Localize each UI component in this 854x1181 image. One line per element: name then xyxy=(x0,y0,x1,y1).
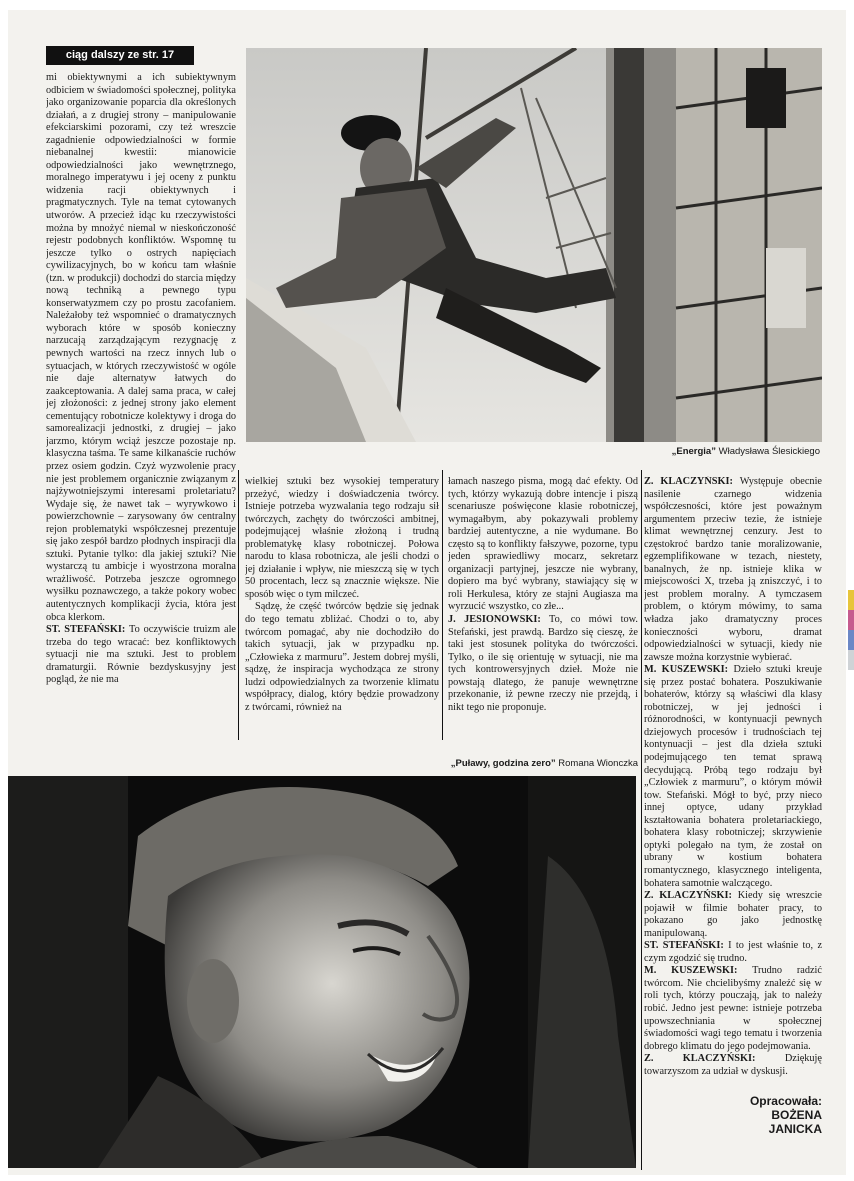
article-column-3 xyxy=(448,476,638,742)
paragraph xyxy=(46,624,236,687)
caption-pulawy xyxy=(380,758,638,769)
caption-energia xyxy=(560,446,820,457)
paragraph xyxy=(644,476,822,664)
paragraph-text: I to jest właśnie to, z czym zgodzić się trudno. xyxy=(644,940,822,964)
paragraph-text: To, co mówi tow. Stefański, jest prawdą. Bardzo się cieszę, że taki jest stosunek polityka do twórczości. Tylko, o ile się orientuję w sytuacji, nie ma tych kontrowersyjnych dzieł. Może nie powstają dlatego, że panuje wewnętrzne przekonanie, iż pewne rzeczy nie przejdą, i nikt tego nie proponuje. xyxy=(448,614,638,713)
caption-pulawy-author: Romana Wionczka xyxy=(558,758,638,769)
speaker-name: Z. KLACZYŃSKI: xyxy=(644,890,732,902)
speaker-name: ST. STEFAŃSKI: xyxy=(46,624,126,636)
speaker-name: ST. STEFAŃSKI: xyxy=(644,940,724,952)
signature-label: Opracowała: xyxy=(749,1094,822,1108)
paragraph-text: mi obiektywnymi a ich subiektywnym odbiciem w świadomości społecznej, polityka jako organizowanie poparcia dla określonych działań, a z drugiej strony – manipulowanie efekciarskimi pozorami, czy też wreszcie zagadnienie odpowiedzialności w formie niebanalnej kwestii: mianowicie odpowiedzialności jako wewnętrznego, moralnego imperatywu i jej oceny z punktu widzenia racji obiektywnych i pragmatycznych. Tyle na temat cytowanych utworów. A przecież idąc ku rzeczywistości można by mnożyć niemal w nieskończoność rejestr podobnych konfliktów. Wspomnę tu jeszcze tylko o ostrych napięciach cywilizacyjnych, bo w końcu tam właśnie (tzn. w produkcji) dochodzi do starcia między nową techniką a pewnego typu konserwatyzmem czy po prostu zacofaniem. Należałoby też wspomnieć o dramatycznych wyborach które w sposób konieczny narzucają zarządzającym rezygnację z pewnych wartości na rzecz innych lub o sytuacjach, w których rzeczywistość w ogóle nie daje alternatyw łatwych do zaakceptowania. A dalej sama praca, w całej jej złożoności: z jednej strony jako element cementujący robotnicze kolektywy i droga do samorealizacji jednostki, z drugiej – jako jarzmo, którym wciąż jeszcze pozostaje np. klasyczna taśma. Te same kilkanaście ruchów przez osiem godzin. Czyż wyzwolenie pracy nie jest problemem organicznie związanym z najżywotniejszymi interesami proletariatu? Wydaje się, że nawet tak – wyrywkowo i powierzchownie – zarysowany ów centralny rejon problematyki współczesnej prezentuje się jako zespół bardzo płodnych inspiracji dla sztuki. Pytanie tylko: dla jakiej sztuki? Nie wystarczą tu ambicje i wyostrzona moralna wrażliwość. Potrzeba jeszcze ogromnego wysiłku poznawczego, a także pokory wobec autentycznych komplikacji życia, która jest obca klerkom. xyxy=(46,72,236,623)
column-rule xyxy=(442,470,443,740)
paragraph-text: Dzieło sztuki kreuje się przez postać bohatera. Poszukiwanie bohaterów, którzy są właściwi dla klasy robotniczej, w jej jedności i różnorodności, w kontynuacji pewnych dziejowych procesów i trudnościach tej kontynuacji – jest dla dzieła sztuki podejmującego ten temat sprawą decydującą. Próbą tego rodzaju był „Człowiek z marmuru”, o którym mówił tow. Stefański. Mógł to być, przy nieco innej optyce, udany przykład kształtowania bohatera proletariackiego, bohatera klasy robotniczej; skrzywienie optyki polegało na tym, że został on ubrany w kostium bohatera romantycznego, klasycznego inteligenta, bohatera samotnie walczącego. xyxy=(644,664,822,889)
paragraph xyxy=(644,965,822,1053)
paragraph-text: Dziękuję towarzyszom za udział w dyskusji. xyxy=(644,1053,822,1077)
paragraph xyxy=(644,664,822,890)
paragraph xyxy=(644,1053,822,1078)
speaker-name: J. JESIONOWSKI: xyxy=(448,614,541,626)
author-signature xyxy=(700,1094,822,1136)
photo-pulawy-image xyxy=(8,776,636,1168)
paragraph-text: wielkiej sztuki bez wysokiej temperatury przeżyć, wiedzy i doświadczenia twórcy. Istnieje potrzeba wyzwalania tego rodzaju sił twórczych, zachęty do twórczości ambitnej, podejmującej właśnie złożoną i trudną problematykę klasy robotniczej. Połowa narodu to klasa robotnicza, ale jeśli chodzi o jej działanie i wpływ, nie mieszczą się w tych 50 procentach, lecz są znacznie większe. Nie sposób więc o tym milczeć. xyxy=(245,476,439,600)
article-column-2 xyxy=(245,476,439,742)
paragraph-text: Kiedy się wreszcie pojawił w filmie bohater pracy, to pokazano go jako jednostkę manipulowaną. xyxy=(644,890,822,939)
speaker-name: Z. KLACZYŃSKI: xyxy=(644,1053,756,1065)
paragraph xyxy=(245,476,439,601)
paragraph-text: Sądzę, że część twórców będzie się jednak do tego tematu zbliżać. Chodzi o to, aby twórcom pomagać, aby nie dochodziło do takich sytuacji, jak w przypadku np. „Człowieka z marmuru”. Jestem dobrej myśli, sądzę, że inspiracja wychodząca ze strony ludzi odpowiedzialnych za tworzenie klimatu współpracy, dialog, który będzie prowadzony z twórcami, również na xyxy=(245,601,439,713)
caption-pulawy-title: „Puławy, godzina zero” xyxy=(450,758,556,769)
photo-energia-image xyxy=(246,48,822,442)
article-column-4 xyxy=(644,476,822,1090)
column-rule xyxy=(641,470,642,1170)
paragraph-text: To oczywiście truizm ale trzeba do tego wracać: bez konfliktowych sytuacji nie ma sztuki. Jest to problem dramaturgii. Równie bezdyskusyjny jest pogląd, że nie ma xyxy=(46,624,236,686)
caption-energia-title: „Energia” xyxy=(671,446,716,457)
paragraph xyxy=(448,614,638,714)
color-registration-marks xyxy=(848,590,854,670)
photo-energia xyxy=(246,48,822,442)
continuation-banner: ciąg dalszy ze str. 17 xyxy=(46,46,194,65)
photo-pulawy xyxy=(8,776,636,1168)
paragraph xyxy=(644,940,822,965)
caption-energia-author: Władysława Ślesickiego xyxy=(718,446,820,457)
article-column-1 xyxy=(46,72,236,742)
speaker-name: M. KUSZEWSKI: xyxy=(644,664,729,676)
speaker-name: Z. KLACZYŃSKI: xyxy=(644,476,733,487)
signature-last-name: JANICKA xyxy=(768,1122,822,1136)
signature-first-name: BOŻENA xyxy=(771,1108,822,1122)
paragraph-text: Występuje obecnie nasilenie czarnego widzenia współczesności, które jest poważnym argumentem przeciw tezie, że istnieje klimat wewnętrznej cenzury. Jest to częstokroć bardzo tanie moralizowanie, egzemplifikowane w tezach, niestety, banalnych, że np. istnieje klika w miejscowości X, trzeba ją zniszczyć, i to jest problem moralny. A tymczasem problem, o którym mówimy, to sama władza jako dramatyczny proces konieczności wyboru, dramat odpowiedzialności w sytuacji, kiedy nie zawsze można korzystnie wybierać. xyxy=(644,476,822,663)
paragraph xyxy=(644,890,822,940)
paragraph-text: Trudno radzić twórcom. Nie chcielibyśmy znaleźć się w roli tych, którzy pouczają, jak to należy robić. Jedno jest pewne: istnieje potrzeba upowszechniania w społecznej świadomości wagi tego tematu i tworzenia dobrego klimatu do jego podejmowania. xyxy=(644,965,822,1052)
paragraph-text: łamach naszego pisma, mogą dać efekty. Od tych, którzy wykazują dobre intencje i piszą scenariusze poświęcone klasie robotniczej, wymagałbym, aby pokazywali problemy bardziej autentyczne, a nie wydumane. Bo często są to konflikty fałszywe, pozorne, typu jeden sprawiedliwy mocarz, sekretarz organizacji partyjnej, jeszcze nie wybrany, dopiero ma być wybrany, stawiający się w roli Herkulesa, który ze stajni Augiasza ma wyrzucić wszystko, co złe... xyxy=(448,476,638,613)
speaker-name: M. KUSZEWSKI: xyxy=(644,965,738,977)
paragraph xyxy=(245,601,439,714)
paragraph xyxy=(46,72,236,624)
column-rule xyxy=(238,470,239,740)
paragraph xyxy=(448,476,638,614)
